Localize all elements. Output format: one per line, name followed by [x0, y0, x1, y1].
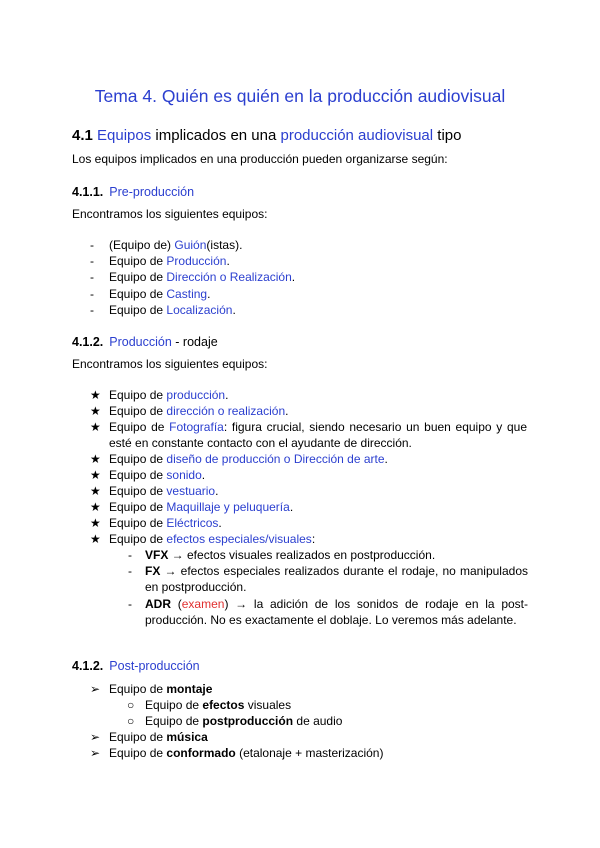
star-bullet-icon: ★ [90, 516, 101, 530]
list-item: Equipo de vestuario. [109, 484, 219, 498]
star-bullet-icon: ★ [90, 532, 101, 546]
star-bullet-icon: ★ [90, 484, 101, 498]
list-item: Equipo de música [109, 730, 208, 744]
list-item: Equipo de sonido. [109, 468, 206, 482]
section-heading [72, 127, 461, 144]
section-text: implicados en una [151, 127, 281, 144]
section-number: 4.1 [72, 127, 93, 144]
subsection-number: 4.1.1. [72, 185, 104, 199]
list-item: Equipo de producción. [109, 388, 229, 402]
star-bullet-icon: ★ [90, 500, 101, 514]
section-link-equipos[interactable]: Equipos [97, 127, 152, 144]
list-item: Equipo de montaje [109, 682, 213, 696]
section-link-produccion[interactable]: producción audiovisual [280, 127, 434, 144]
list-item: Equipo de Eléctricos. [109, 516, 222, 530]
list-bullet: - [90, 254, 94, 268]
list-bullet: - [128, 564, 132, 578]
list-bullet: - [90, 287, 94, 301]
circle-bullet-icon: ○ [127, 698, 135, 712]
subsection-title: Pre-producción [109, 185, 195, 199]
section-text-end: tipo [433, 127, 462, 144]
star-bullet-icon: ★ [90, 404, 101, 418]
subsection-number: 4.1.2. [72, 335, 104, 349]
list-item: Equipo de Fotografía: figura crucial, siendo necesario un buen equipo y que esté en constante contacto con el ayudante de dirección. [109, 420, 527, 450]
subsection-lead: Encontramos los siguientes equipos: [72, 357, 268, 371]
list-item: Equipo de postproducción de audio [145, 714, 343, 728]
star-bullet-icon: ★ [90, 452, 101, 466]
list-item: Equipo de Maquillaje y peluquería. [109, 500, 294, 514]
list-item: Equipo de Casting. [109, 287, 211, 301]
subsection-heading-preproduccion [72, 185, 194, 199]
list-item: Equipo de dirección o realización. [109, 404, 289, 418]
subsection-number: 4.1.2. [72, 659, 104, 673]
list-item-fx: FX → efectos especiales realizados durante el rodaje, no manipulados en postproducción. [145, 564, 528, 594]
list-item: (Equipo de) Guión(istas). [109, 238, 243, 252]
arrow-bullet-icon: ➢ [90, 730, 101, 744]
subsection-heading-produccion [72, 335, 218, 349]
list-item: Equipo de conformado (etalonaje + masterización) [109, 746, 384, 760]
list-item: Equipo de diseño de producción o Dirección de arte. [109, 452, 388, 466]
subsection-title: Post-producción [109, 659, 200, 673]
list-bullet: - [90, 270, 94, 284]
list-item-vfx: VFX → efectos visuales realizados en postproducción. [145, 548, 436, 562]
list-item-adr: ADR (examen) → la adición de los sonidos de rodaje en la post-producción. No es exactamente el doblaje. Lo veremos más adelante. [145, 597, 528, 627]
list-item: Equipo de efectos especiales/visuales: [109, 532, 316, 546]
list-bullet: - [90, 303, 94, 317]
list-item: Equipo de Dirección o Realización. [109, 270, 296, 284]
list-bullet: - [128, 597, 132, 611]
star-bullet-icon: ★ [90, 388, 101, 402]
subsection-title: Producción [109, 335, 172, 349]
star-bullet-icon: ★ [90, 420, 101, 434]
list-item: Equipo de efectos visuales [145, 698, 292, 712]
subsection-heading-postproduccion [72, 659, 200, 673]
subsection-suffix: - rodaje [171, 335, 218, 349]
list-bullet: - [90, 238, 94, 252]
subsection-lead: Encontramos los siguientes equipos: [72, 207, 268, 221]
circle-bullet-icon: ○ [127, 714, 135, 728]
list-bullet: - [128, 548, 132, 562]
list-item: Equipo de Producción. [109, 254, 230, 268]
page-title: Tema 4. Quién es quién en la producción audiovisual [94, 86, 506, 106]
arrow-bullet-icon: ➢ [90, 746, 101, 760]
arrow-bullet-icon: ➢ [90, 682, 101, 696]
list-item: Equipo de Localización. [109, 303, 236, 317]
star-bullet-icon: ★ [90, 468, 101, 482]
intro-paragraph: Los equipos implicados en una producción pueden organizarse según: [72, 152, 448, 166]
exam-tag: examen [181, 597, 225, 611]
